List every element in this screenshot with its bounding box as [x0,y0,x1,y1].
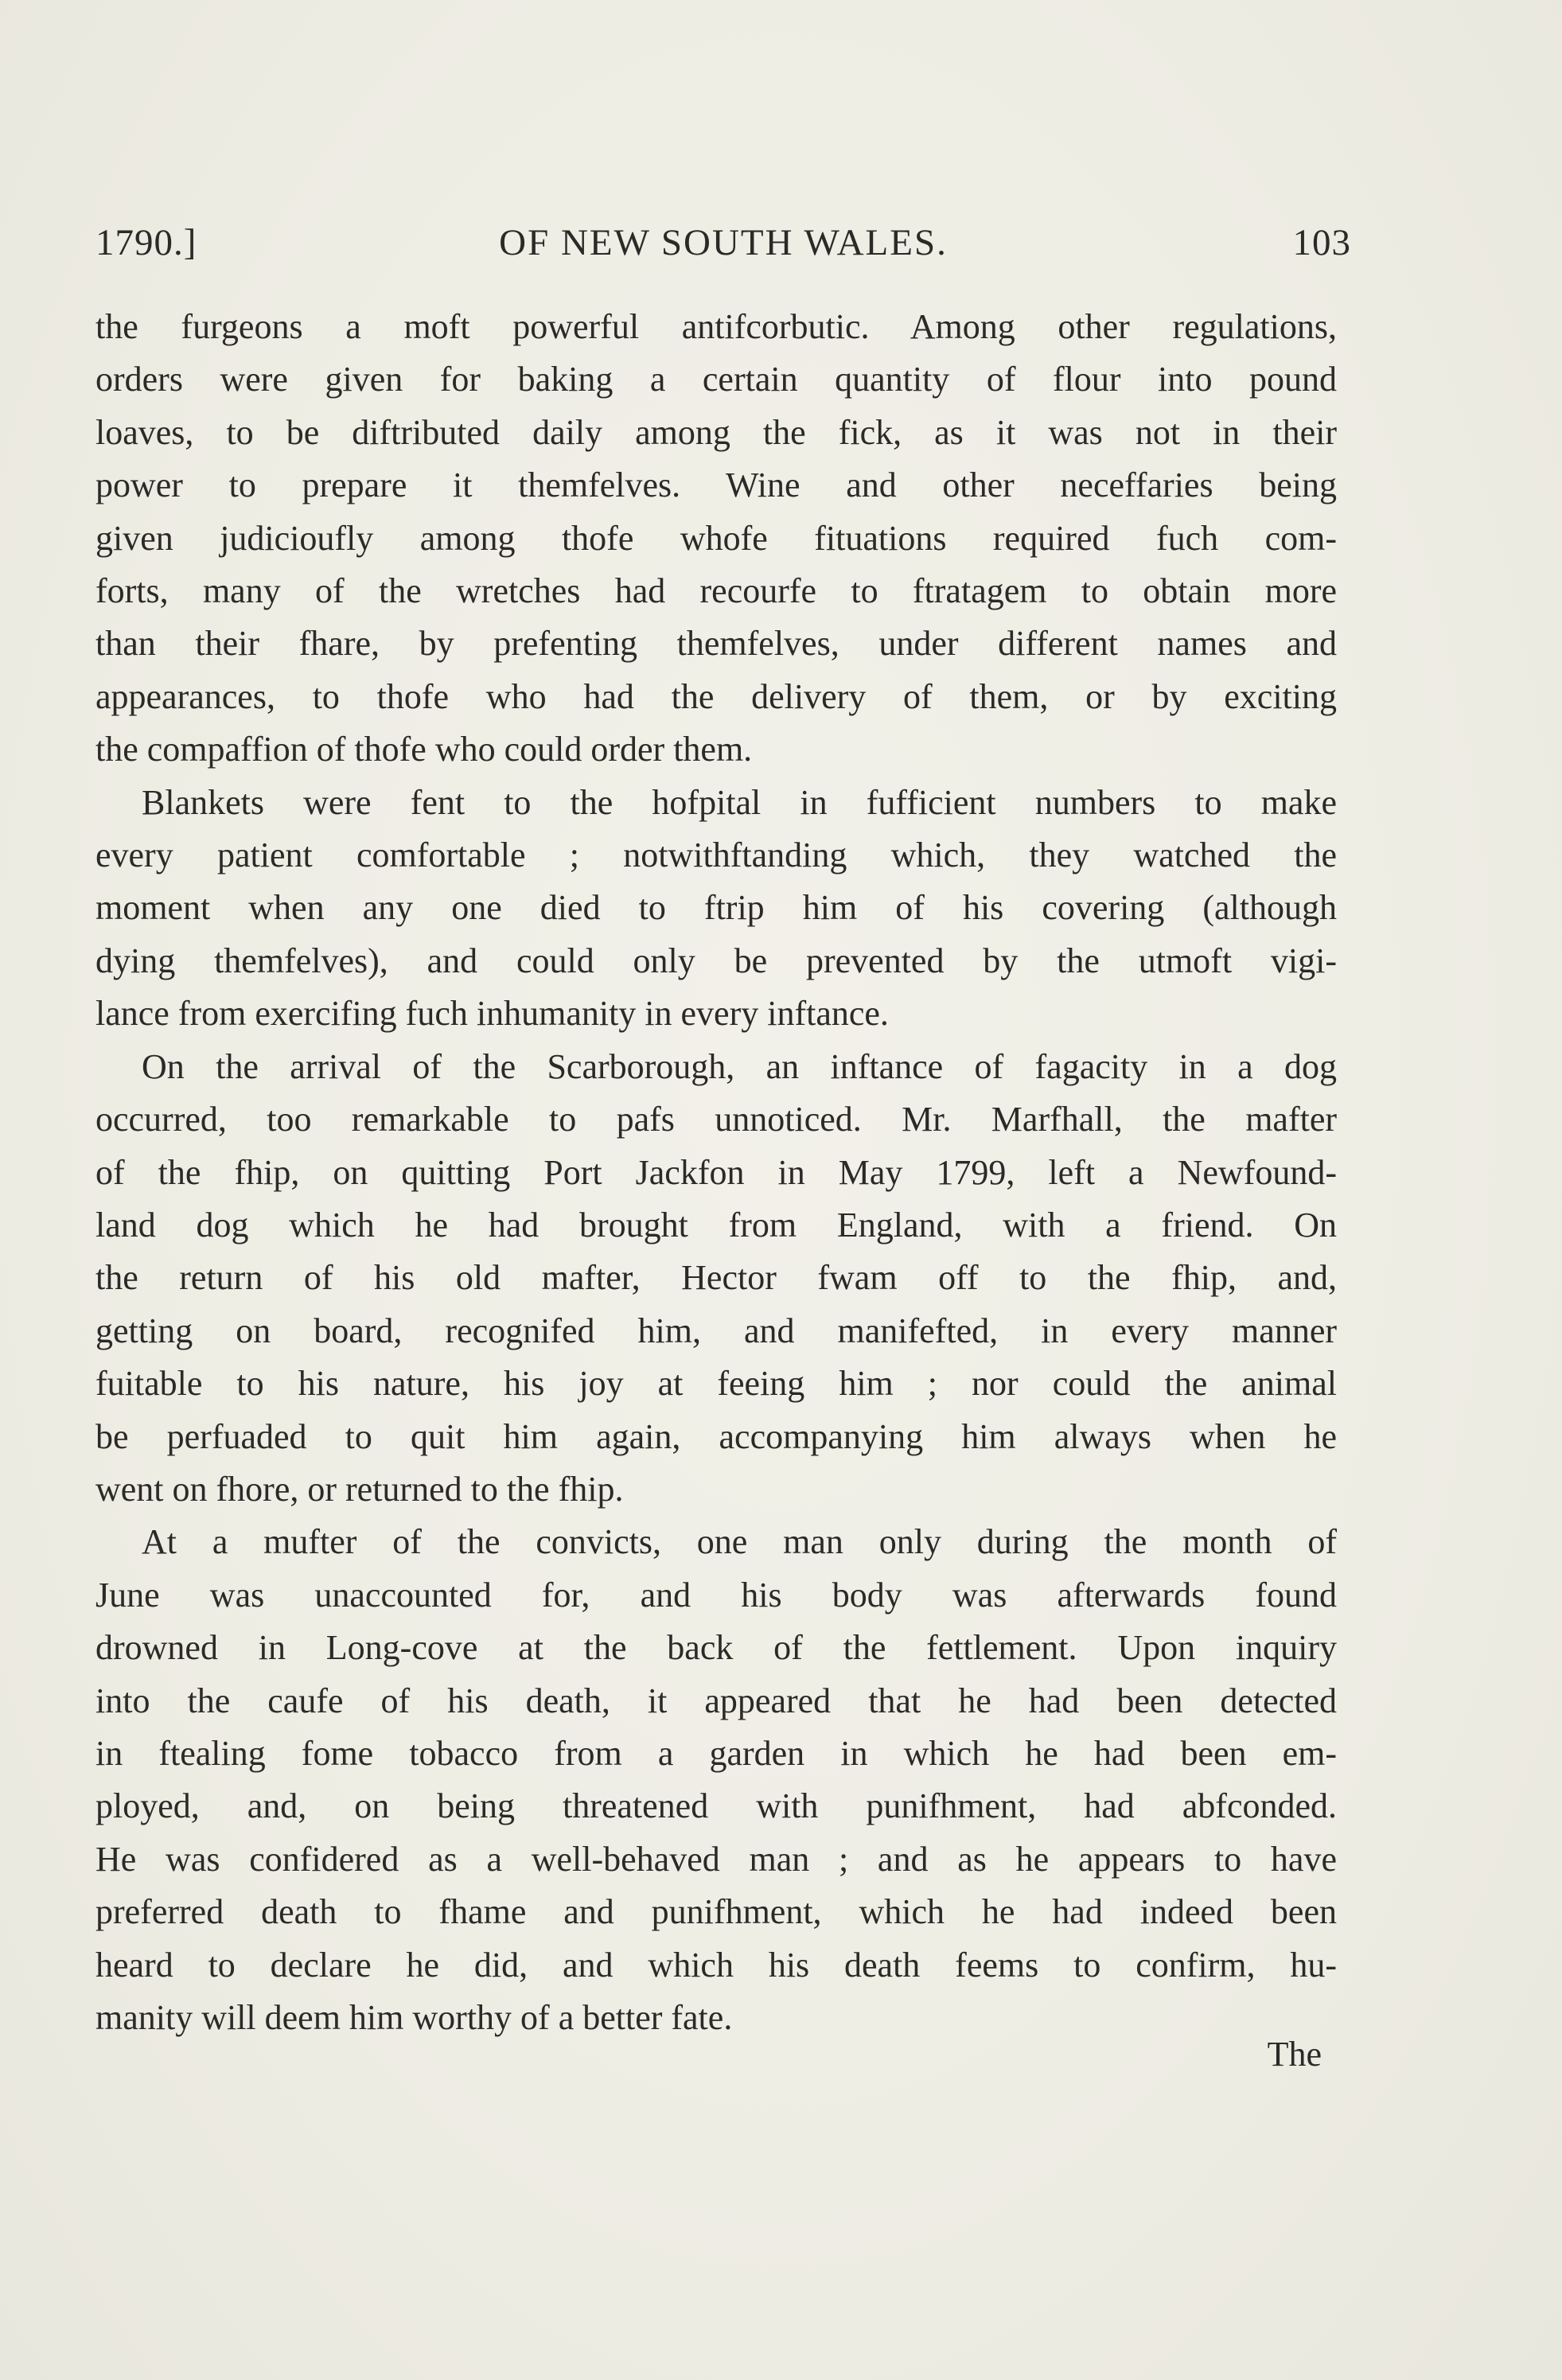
text-line: of the fhip, on quitting Port Jackfon in May 1799, left a Newfound- [95,1152,1337,1192]
body-text [95,301,1337,2044]
text-line: land dog which he had brought from England, with a friend. On [95,1205,1337,1245]
text-line: moment when any one died to ftrip him of his covering (although [95,888,1337,928]
text-line: given judicioufly among thofe whofe fituations required fuch com- [95,518,1337,558]
text-line: drowned in Long-cove at the back of the fettlement. Upon inquiry [95,1628,1337,1668]
page-number: 103 [1292,222,1351,263]
text-line: dying themfelves), and could only be prevented by the utmoft vigi- [95,941,1337,980]
running-header [95,216,1351,272]
text-line: fuitable to his nature, his joy at feeing him ; nor could the animal [95,1364,1337,1404]
header-year: 1790.] [95,222,197,263]
paragraph-2 [95,777,1337,1041]
text-line: At a mufter of the convicts, one man only during the month of [142,1522,1337,1562]
text-line: occurred, too remarkable to pafs unnoticed. Mr. Marfhall, the mafter [95,1100,1337,1139]
text-line: every patient comfortable ; notwithftanding which, they watched the [95,836,1337,875]
text-line: ployed, and, on being threatened with punifhment, had abfconded. [95,1786,1337,1826]
text-line: loaves, to be diftributed daily among the fick, as it was not in their [95,412,1337,452]
text-line: than their fhare, by prefenting themfelves, under different names and [95,624,1337,664]
text-line: Blankets were fent to the hofpital in fufficient numbers to make [142,782,1337,822]
text-line: into the caufe of his death, it appeared that he had been detected [95,1681,1337,1720]
text-line: power to prepare it themfelves. Wine and other neceffaries being [95,465,1337,505]
text-line: He was confidered as a well-behaved man ; and as he appears to have [95,1839,1337,1879]
text-line: the compaffion of thofe who could order them. [95,730,753,769]
text-line: be perfuaded to quit him again, accompanying him always when he [95,1416,1337,1456]
paragraph-3 [95,1041,1337,1517]
header-title: OF NEW SOUTH WALES. [499,222,948,263]
text-line: went on fhore, or returned to the fhip. [95,1469,624,1509]
text-line: appearances, to thofe who had the delivery of them, or by exciting [95,676,1337,716]
text-line: in ftealing fome tobacco from a garden in which he had been em- [95,1733,1337,1773]
text-line: heard to declare he did, and which his death feems to confirm, hu- [95,1945,1337,1985]
paragraph-1 [95,301,1337,777]
text-line: manity will deem him worthy of a better fate. [95,1998,733,2037]
text-line: the furgeons a moft powerful antifcorbutic. Among other regulations, [95,307,1337,346]
paragraph-4 [95,1516,1337,2044]
text-line: the return of his old mafter, Hector fwam off to the fhip, and, [95,1258,1337,1298]
text-line: orders were given for baking a certain quantity of flour into pound [95,360,1337,399]
catchword: The [1267,2035,1322,2074]
text-line: June was unaccounted for, and his body was afterwards found [95,1575,1337,1615]
text-line: On the arrival of the Scarborough, an inftance of fagacity in a dog [142,1046,1337,1086]
text-line: lance from exercifing fuch inhumanity in every inftance. [95,994,889,1034]
text-line: getting on board, recognifed him, and manifefted, in every manner [95,1311,1337,1350]
text-line: preferred death to fhame and punifhment, which he had indeed been [95,1892,1337,1932]
text-line: forts, many of the wretches had recourfe to ftratagem to obtain more [95,571,1337,611]
